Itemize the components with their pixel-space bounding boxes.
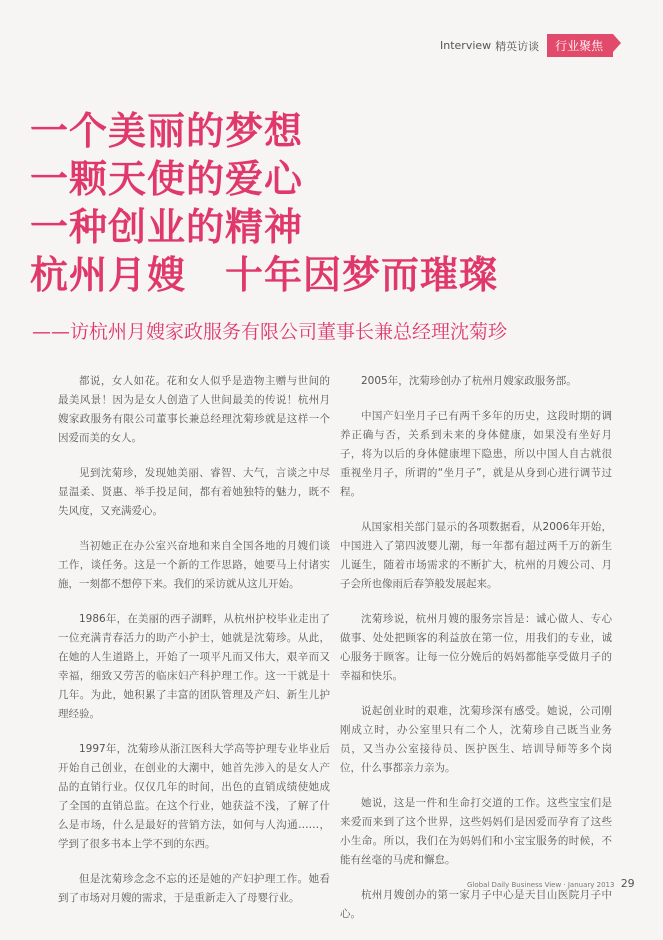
paragraph: 从国家相关部门显示的各项数据看，从2006年开始，中国进入了第四波婴儿潮，每一年都有超过两千万的新生儿诞生，随着市场需求的不断扩大，杭州的月嫂公司、月子会所也像雨后春笋般发展起来。 <box>340 521 612 590</box>
page-footer <box>467 877 635 890</box>
paragraph: 杭州月嫂创办的第一家月子中心是天目山医院月子中心。 <box>340 889 612 920</box>
page-header <box>440 34 613 57</box>
subtitle: ——访杭州月嫂家政服务有限公司董事长兼总经理沈菊珍 <box>32 321 508 343</box>
paragraph: 但是沈菊珍念念不忘的还是她的产妇护理工作。她看到了市场对月嫂的需求，于是重新走入了母婴行业。 <box>58 873 330 904</box>
paragraph: 1986年，在美丽的西子湖畔，从杭州护校毕业走出了一位充满青春活力的助产小护士，她就是沈菊珍。从此，在她的人生道路上，开始了一项平凡而又伟大，艰辛而又幸福，细致又劳苦的临床妇产科护理工作。这一干就是十几年。为此，她积累了丰富的团队管理及产妇、新生儿护理经验。 <box>58 613 330 720</box>
page-number: 29 <box>620 877 635 890</box>
paragraph: 她说，这是一件和生命打交道的工作。这些宝宝们是来爱而来到了这个世界，这些妈妈们是因爱而孕育了这些小生命。所以，我们在为妈妈们和小宝宝服务的时候，不能有丝毫的马虎和懈怠。 <box>340 797 612 866</box>
right-column <box>340 372 615 940</box>
title-line-1: 一个美丽的梦想 <box>30 109 304 153</box>
header-english: Interview <box>440 39 492 52</box>
title-line-3: 一种创业的精神 <box>30 205 304 249</box>
paragraph: 见到沈菊珍，发现她美丽、睿智、大气，言谈之中尽显温柔、贤惠、举手投足间，都有着她独特的魅力，既不失风度，又充满爱心。 <box>58 467 330 517</box>
header-chinese: 精英访谈 <box>495 39 540 53</box>
title-line-2: 一颗天使的爱心 <box>30 157 304 201</box>
paragraph: 中国产妇坐月子已有两千多年的历史，这段时期的调养正确与否，关系到未来的身体健康，如果没有坐好月子，将为以后的身体健康埋下隐患，所以中国人自古就很重视坐月子，所谓的“坐月子”，就是从身到心进行调节过程。 <box>340 410 612 498</box>
paragraph: 沈菊珍说，杭州月嫂的服务宗旨是：诚心做人、专心做事、处处把顾客的利益放在第一位，用我们的专业，诚心服务于顾客。让每一位分娩后的妈妈都能享受做月子的幸福和快乐。 <box>340 613 612 682</box>
left-column <box>58 372 330 924</box>
paragraph: 说起创业时的艰难，沈菊珍深有感受。她说，公司刚刚成立时，办公室里只有二个人，沈菊珍自己既当业务员，又当办公室接待员、医护医生、培训导师等多个岗位，什么事都亲力亲为。 <box>340 705 612 774</box>
paragraph: 当初她正在办公室兴奋地和来自全国各地的月嫂们谈工作，谈任务。这是一个新的工作思路，她要马上付诸实施，一刻都不想停下来。我们的采访就从这儿开始。 <box>58 540 330 590</box>
paragraph: 都说，女人如花。花和女人似乎是造物主赠与世间的最美风景！因为是女人创造了人世间最美的传说！杭州月嫂家政服务有限公司董事长兼总经理沈菊珍就是这样一个因爱而美的女人。 <box>58 375 330 444</box>
title-line-4: 杭州月嫂 十年因梦而璀璨 <box>30 253 499 297</box>
paragraph: 2005年，沈菊珍创办了杭州月嫂家政服务部。 <box>361 375 577 387</box>
publication-name: Global Daily Business View · January 2013 <box>467 881 615 889</box>
section-tag: 行业聚焦 <box>547 34 613 57</box>
paragraph: 1997年，沈菊珍从浙江医科大学高等护理专业毕业后开始自己创业，在创业的大潮中，她首先涉入的是女人产品的直销行业。仅仅几年的时间，出色的直销成绩使她成了全国的直销总监。在这个行业，她获益不浅，了解了什么是市场，什么是最好的营销方法，如何与人沟通……，学到了很多书本上学不到的东西。 <box>58 743 330 850</box>
